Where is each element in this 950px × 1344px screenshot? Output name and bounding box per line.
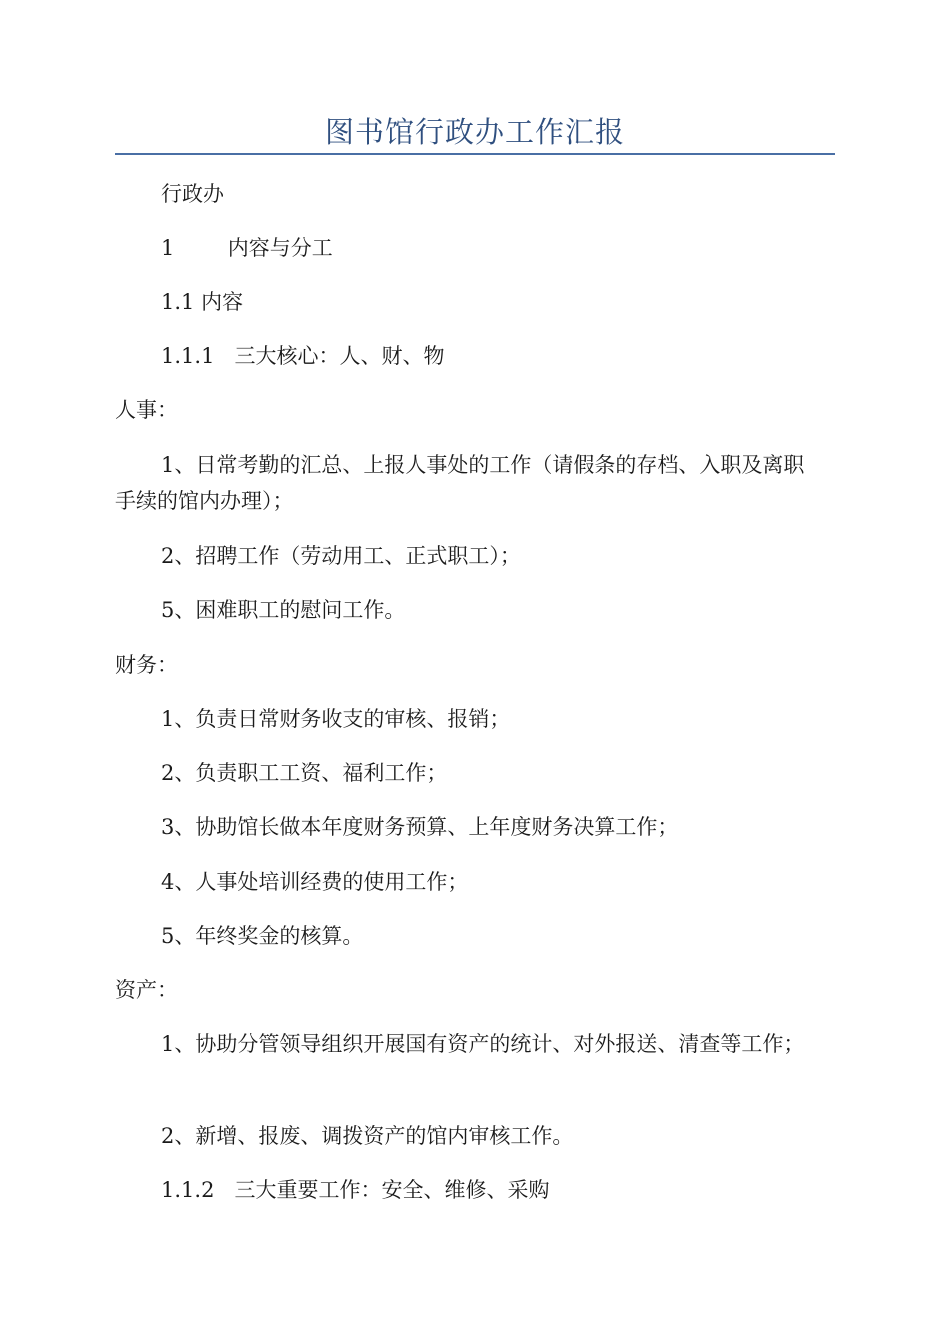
heading-1-1-1: 1.1.1 三大核心：人、财、物 [161, 344, 445, 368]
category-personnel: 人事： [115, 398, 178, 422]
list-item: 4、人事处培训经费的使用工作； [161, 870, 469, 894]
category-assets: 资产： [115, 978, 178, 1002]
list-item: 1、协助分管领导组织开展国有资产的统计、对外报送、清查等工作； [161, 1032, 805, 1056]
heading-1-1-2: 1.1.2 三大重要工作：安全、维修、采购 [161, 1178, 550, 1202]
list-item: 5、困难职工的慰问工作。 [161, 598, 406, 622]
list-item: 3、协助馆长做本年度财务预算、上年度财务决算工作； [161, 815, 679, 839]
heading-1-1: 1.1 内容 [161, 290, 244, 314]
list-item: 2、负责职工工资、福利工作； [161, 761, 448, 785]
list-item: 1、负责日常财务收支的审核、报销； [161, 707, 511, 731]
list-item: 2、招聘工作（劳动用工、正式职工）； [161, 544, 521, 568]
document-title: 图书馆行政办工作汇报 [324, 115, 625, 149]
title-underline [115, 153, 835, 155]
list-item: 1、日常考勤的汇总、上报人事处的工作（请假条的存档、入职及离职手续的馆内办理）； [115, 453, 805, 513]
section-label: 行政办 [161, 182, 224, 206]
list-item: 2、新增、报废、调拨资产的馆内审核工作。 [161, 1124, 574, 1148]
heading-1: 1 内容与分工 [161, 236, 333, 260]
list-item: 5、年终奖金的核算。 [161, 924, 364, 948]
category-finance: 财务： [115, 653, 178, 677]
